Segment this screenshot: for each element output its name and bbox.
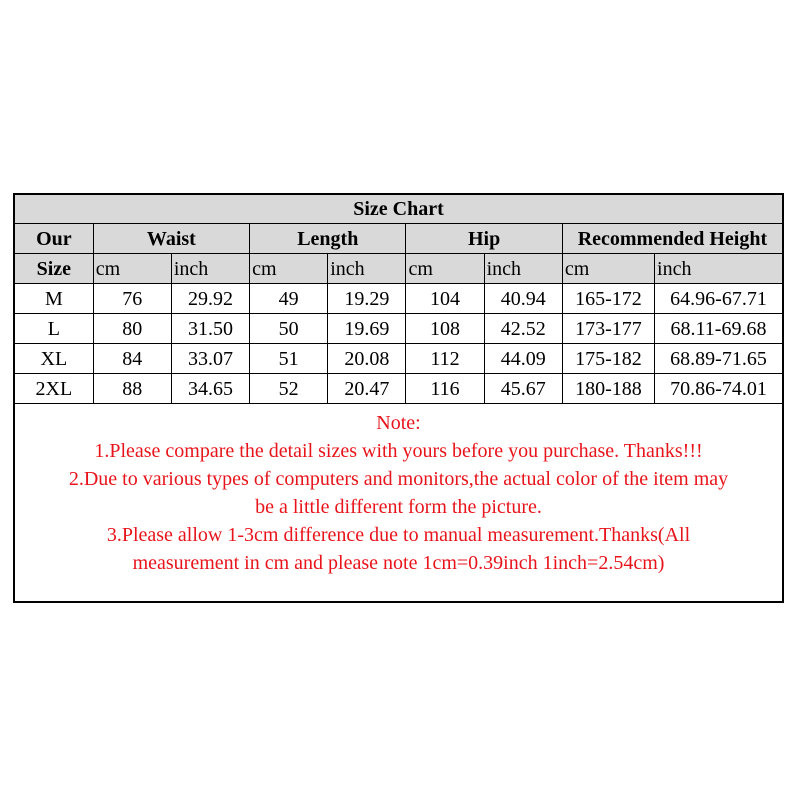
length-inch-cell: 20.47 xyxy=(328,374,406,404)
waist-inch-cell: 31.50 xyxy=(171,314,249,344)
waist-header: Waist xyxy=(93,224,249,254)
length-inch-cell: 19.69 xyxy=(328,314,406,344)
recommended-height-header: Recommended Height xyxy=(562,224,782,254)
height-inch-cell: 70.86-74.01 xyxy=(655,374,782,404)
length-inch-header: inch xyxy=(328,254,406,284)
size-cell: 2XL xyxy=(15,374,93,404)
size-chart-frame xyxy=(13,193,784,603)
hip-header: Hip xyxy=(406,224,562,254)
length-cm-cell: 49 xyxy=(250,284,328,314)
height-cm-cell: 175-182 xyxy=(562,344,654,374)
table-title: Size Chart xyxy=(15,195,782,224)
hip-cm-header: cm xyxy=(406,254,484,284)
length-inch-cell: 20.08 xyxy=(328,344,406,374)
note-line-2: 2.Due to various types of computers and monitors,the actual color of the item may xyxy=(68,468,729,490)
height-cm-header: cm xyxy=(562,254,654,284)
waist-inch-cell: 33.07 xyxy=(171,344,249,374)
size-cell: L xyxy=(15,314,93,344)
note-line-3-continued: measurement in cm and please note 1cm=0.39inch 1inch=2.54cm) xyxy=(132,552,665,574)
hip-cm-cell: 116 xyxy=(406,374,484,404)
hip-cm-cell: 112 xyxy=(406,344,484,374)
height-inch-cell: 68.89-71.65 xyxy=(655,344,782,374)
unit-header-row xyxy=(15,254,782,284)
size-cell: XL xyxy=(15,344,93,374)
height-cm-cell: 180-188 xyxy=(562,374,654,404)
height-inch-header: inch xyxy=(655,254,782,284)
waist-inch-cell: 34.65 xyxy=(171,374,249,404)
waist-cm-header: cm xyxy=(93,254,171,284)
waist-cm-cell: 80 xyxy=(93,314,171,344)
waist-cm-cell: 88 xyxy=(93,374,171,404)
hip-inch-header: inch xyxy=(484,254,562,284)
table-row xyxy=(15,284,782,314)
size-cell: M xyxy=(15,284,93,314)
height-inch-cell: 68.11-69.68 xyxy=(655,314,782,344)
hip-cm-cell: 108 xyxy=(406,314,484,344)
size-chart-table xyxy=(15,195,782,404)
note-line-2-continued: be a little different form the picture. xyxy=(255,496,542,518)
group-header-row xyxy=(15,224,782,254)
hip-inch-cell: 42.52 xyxy=(484,314,562,344)
height-cm-cell: 165-172 xyxy=(562,284,654,314)
length-cm-cell: 50 xyxy=(250,314,328,344)
notes-section xyxy=(15,409,782,577)
waist-inch-header: inch xyxy=(171,254,249,284)
note-line-1: 1.Please compare the detail sizes with yours before you purchase. Thanks!!! xyxy=(94,440,703,462)
hip-inch-cell: 45.67 xyxy=(484,374,562,404)
hip-inch-cell: 44.09 xyxy=(484,344,562,374)
note-line-3: 3.Please allow 1-3cm difference due to manual measurement.Thanks(All xyxy=(106,524,691,546)
our-size-header-bottom: Size xyxy=(15,254,93,284)
length-inch-cell: 19.29 xyxy=(328,284,406,314)
length-cm-header: cm xyxy=(250,254,328,284)
waist-cm-cell: 76 xyxy=(93,284,171,314)
table-row xyxy=(15,314,782,344)
height-cm-cell: 173-177 xyxy=(562,314,654,344)
length-cm-cell: 52 xyxy=(250,374,328,404)
waist-inch-cell: 29.92 xyxy=(171,284,249,314)
table-row xyxy=(15,374,782,404)
waist-cm-cell: 84 xyxy=(93,344,171,374)
hip-inch-cell: 40.94 xyxy=(484,284,562,314)
length-cm-cell: 51 xyxy=(250,344,328,374)
table-row xyxy=(15,344,782,374)
title-row xyxy=(15,195,782,224)
note-heading: Note: xyxy=(376,412,421,434)
hip-cm-cell: 104 xyxy=(406,284,484,314)
length-header: Length xyxy=(250,224,406,254)
our-size-header-top: Our xyxy=(15,224,93,254)
height-inch-cell: 64.96-67.71 xyxy=(655,284,782,314)
